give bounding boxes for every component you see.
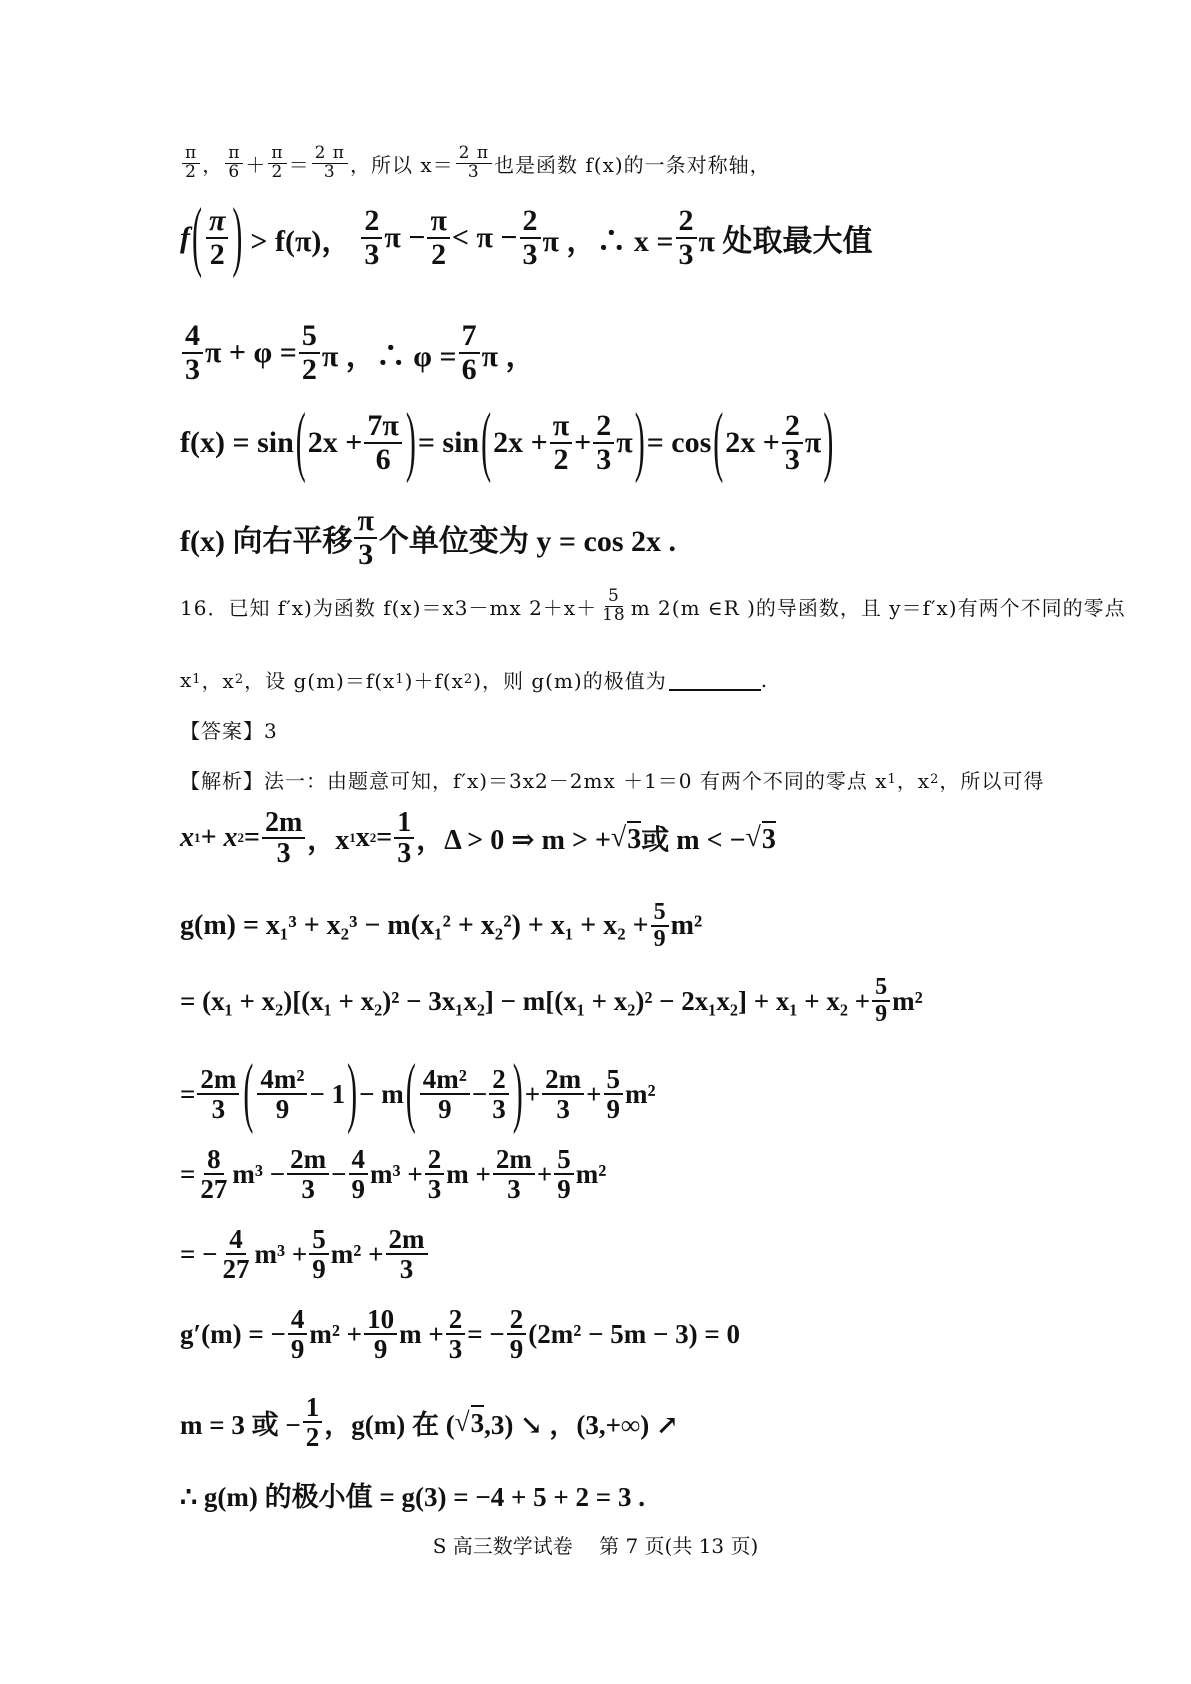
equation-substitute: = $\frac{2m}{3}$ ( $\frac{\text{4m²}}{9}$ − 1 ) − m ( $\frac{\text{4m²}}{9}$ − $\frac{2}{3}$ ) + $\frac{2m}{3}$ + $\frac{5}{9}$ m² [180,1050,656,1136]
right-paren: ) [232,193,243,280]
fraction: $\frac{4}{3}$ [182,320,203,385]
equation-g-m-expand: = (x₁ + x₂)[(x₁ + x₂)² − 3x₁x₂] − m[(x₁ + x₂)² − 2x₁x₂] + x₁ + x₂ + $\frac{5}{9}$ m² [180,974,923,1028]
equation-vieta: x 1 + x 2 = $\frac{2m}{3}$ ，x 1 x 2 = $\frac{1}{3}$ ，Δ > 0 ⇒ m > + √ 3 或 m < − √ 3 [180,807,776,870]
fraction: $\frac{2m}{3}$ [542,1065,584,1124]
equation-monotonicity: m = 3 或 − $\frac{1}{2}$ ，g(m) 在 ( √ 3 ,3) ↘ ，(3,+∞) ↗ [180,1392,679,1453]
analysis-line: 【解析】法一：由题意可知，f′x)＝3x2－2mx ＋1＝0 有两个不同的零点 x 1 ，x 2 ，所以可得 [180,769,1045,793]
fraction: $\frac{2m}{3}$ [262,808,305,869]
fraction: $\frac{5}{9}$ [309,1225,329,1284]
fraction: $\frac{2}{3}$ [425,1145,445,1204]
equation-conclusion: ∴ g(m) 的极小值 = g(3) = −4 + 5 + 2 = 3 . [180,1482,645,1512]
fraction: $\frac{\pi}{2}$ [550,410,572,475]
fraction: $\frac{7}{6}$ [459,320,480,385]
fraction: $\frac{\pi}{2}$ [268,145,286,182]
fraction: $\frac{4}{27}$ [222,1224,250,1285]
equation-derivative: g′(m) = − $\frac{4}{9}$ m² + $\frac{10}{9}$ m + $\frac{2}{3}$ = − $\frac{2}{9}$ (2m² − 5m − 3) = 0 [180,1304,740,1365]
equation-line-phi: $\frac{4}{3}$ π + φ = $\frac{5}{2}$ π ，∴ φ = $\frac{7}{6}$ π ， [180,320,536,385]
fraction: $\frac{2}{3}$ [520,205,541,270]
fraction: $\frac{2}{3}$ [676,205,697,270]
fraction: $\frac{8}{27}$ [200,1144,228,1205]
fraction: $\frac{2}{9}$ [507,1305,527,1364]
fraction: $\frac{\pi}{2}$ [182,145,200,182]
fraction: $\frac{4}{9}$ [288,1305,308,1364]
sqrt-icon: √ [454,1406,470,1437]
left-paren: ( [192,193,202,280]
right-paren: ) [823,398,834,485]
equation-result: = − $\frac{4}{27}$ m³ + $\frac{5}{9}$ m² + $\frac{2m}{3}$ [180,1225,430,1284]
left-paren: ( [295,398,306,485]
answer-blank [669,669,761,691]
fraction: $\frac{2m}{3}$ [386,1225,428,1284]
fraction: $\frac{\pi}{3}$ [354,505,376,570]
left-paren: ( [243,1050,254,1136]
equation-line-max-value: f ( $\frac{\pi}{2}$ ) > f(π)， $\frac{2}{3}$ π − $\frac{\pi}{2}$ < π − $\frac{2}{3}$ π ，∴ x = $\frac{2}{3}$ π 处取最大值 [180,193,873,280]
fraction: $\frac{5}{2}$ [299,320,320,385]
question-16-text: 16．已知 f′x)为函数 f(x)＝x3－mx 2＋x＋ $\frac{5}{18}$ m 2(m ∈R )的导函数，且 y＝f′x)有两个不同的零点 [180,586,1126,625]
fraction: $\frac{\text{4m²}}{9}$ [257,1065,307,1124]
right-paren: ) [347,1050,358,1136]
equation-line-shift: f(x) 向右平移 $\frac{\pi}{3}$ 个单位变为 y = cos 2x . [180,504,677,571]
fraction: $\frac{2}{3}$ [446,1305,466,1364]
fraction: $\frac{10}{9}$ [364,1305,397,1364]
fraction: $\frac{1}{3}$ [394,808,414,869]
equation-line-fx: f(x) = sin ( 2x + $\frac{7\pi}{6}$ ) = sin ( 2x + $\frac{\pi}{2}$ + $\frac{2}{3}$ π ) = cos ( 2x + $\frac{2}{3}$ π ) [180,398,834,485]
equation-simplify: = $\frac{8}{27}$ m³ − $\frac{2m}{3}$ − $\frac{4}{9}$ m³ + $\frac{2}{3}$ m + $\frac{2m}{3}$ + $\frac{5}{9}$ m² [180,1144,607,1205]
fraction: $\frac{4}{9}$ [349,1145,369,1204]
text-line-symmetry-axis: $\frac{\pi}{2}$ ， $\frac{\pi}{6}$ ＋ $\frac{\pi}{2}$ ＝ $\frac{2 \pi}{3}$ ，所以 x＝ $\frac{2 \pi}{3}$ 也是函数 f(x)的一条对称轴， [180,145,771,182]
page-footer: S 高三数学试卷 第 7 页(共 13 页) [432,1534,759,1558]
right-paren: ) [634,398,645,485]
sqrt-icon: √ [745,822,761,854]
fraction: $\frac{2}{3}$ [593,410,614,475]
fraction: $\frac{5}{9}$ [604,1065,624,1124]
fraction: $\frac{2m}{3}$ [287,1145,329,1204]
fraction: $\frac{2m}{3}$ [493,1145,535,1204]
fraction: $\frac{7\pi}{6}$ [364,410,401,475]
fraction: $\frac{2 \pi}{3}$ [456,145,492,182]
fraction: $\frac{2}{3}$ [489,1065,509,1124]
fraction: $\frac{5}{18}$ [602,586,626,625]
left-paren: ( [481,398,492,485]
fraction: $\frac{2}{3}$ [361,205,382,270]
fraction: $\frac{1}{2}$ [303,1393,323,1452]
fraction: $\frac{5}{9}$ [872,975,890,1027]
right-paren: ) [512,1050,523,1136]
fraction: $\frac{\text{4m²}}{9}$ [420,1065,470,1124]
fraction: $\frac{2 \pi}{3}$ [312,145,348,182]
left-paren: ( [713,398,724,485]
fraction: $\frac{\pi}{2}$ [206,205,228,270]
answer-line: 【答案】3 [180,719,278,743]
fraction: $\frac{2m}{3}$ [197,1065,239,1124]
left-paren: ( [405,1050,416,1136]
fraction: $\frac{\pi}{6}$ [225,145,243,182]
equation-g-m-def: g(m) = x₁³ + x₂³ − m(x₁² + x₂²) + x₁ + x₂ + $\frac{5}{9}$ m² [180,899,703,953]
sqrt-icon: √ [610,822,627,854]
fraction: $\frac{2}{3}$ [782,410,803,475]
fraction: $\frac{\pi}{2}$ [427,205,449,270]
question-16-text-cont: x 1 ，x 2 ，设 g(m)＝f(x 1 )＋f(x 2 )，则 g(m)的极值为 . [180,667,769,693]
fraction: $\frac{5}{9}$ [554,1145,574,1204]
right-paren: ) [405,398,416,485]
fraction: $\frac{5}{9}$ [651,900,669,952]
